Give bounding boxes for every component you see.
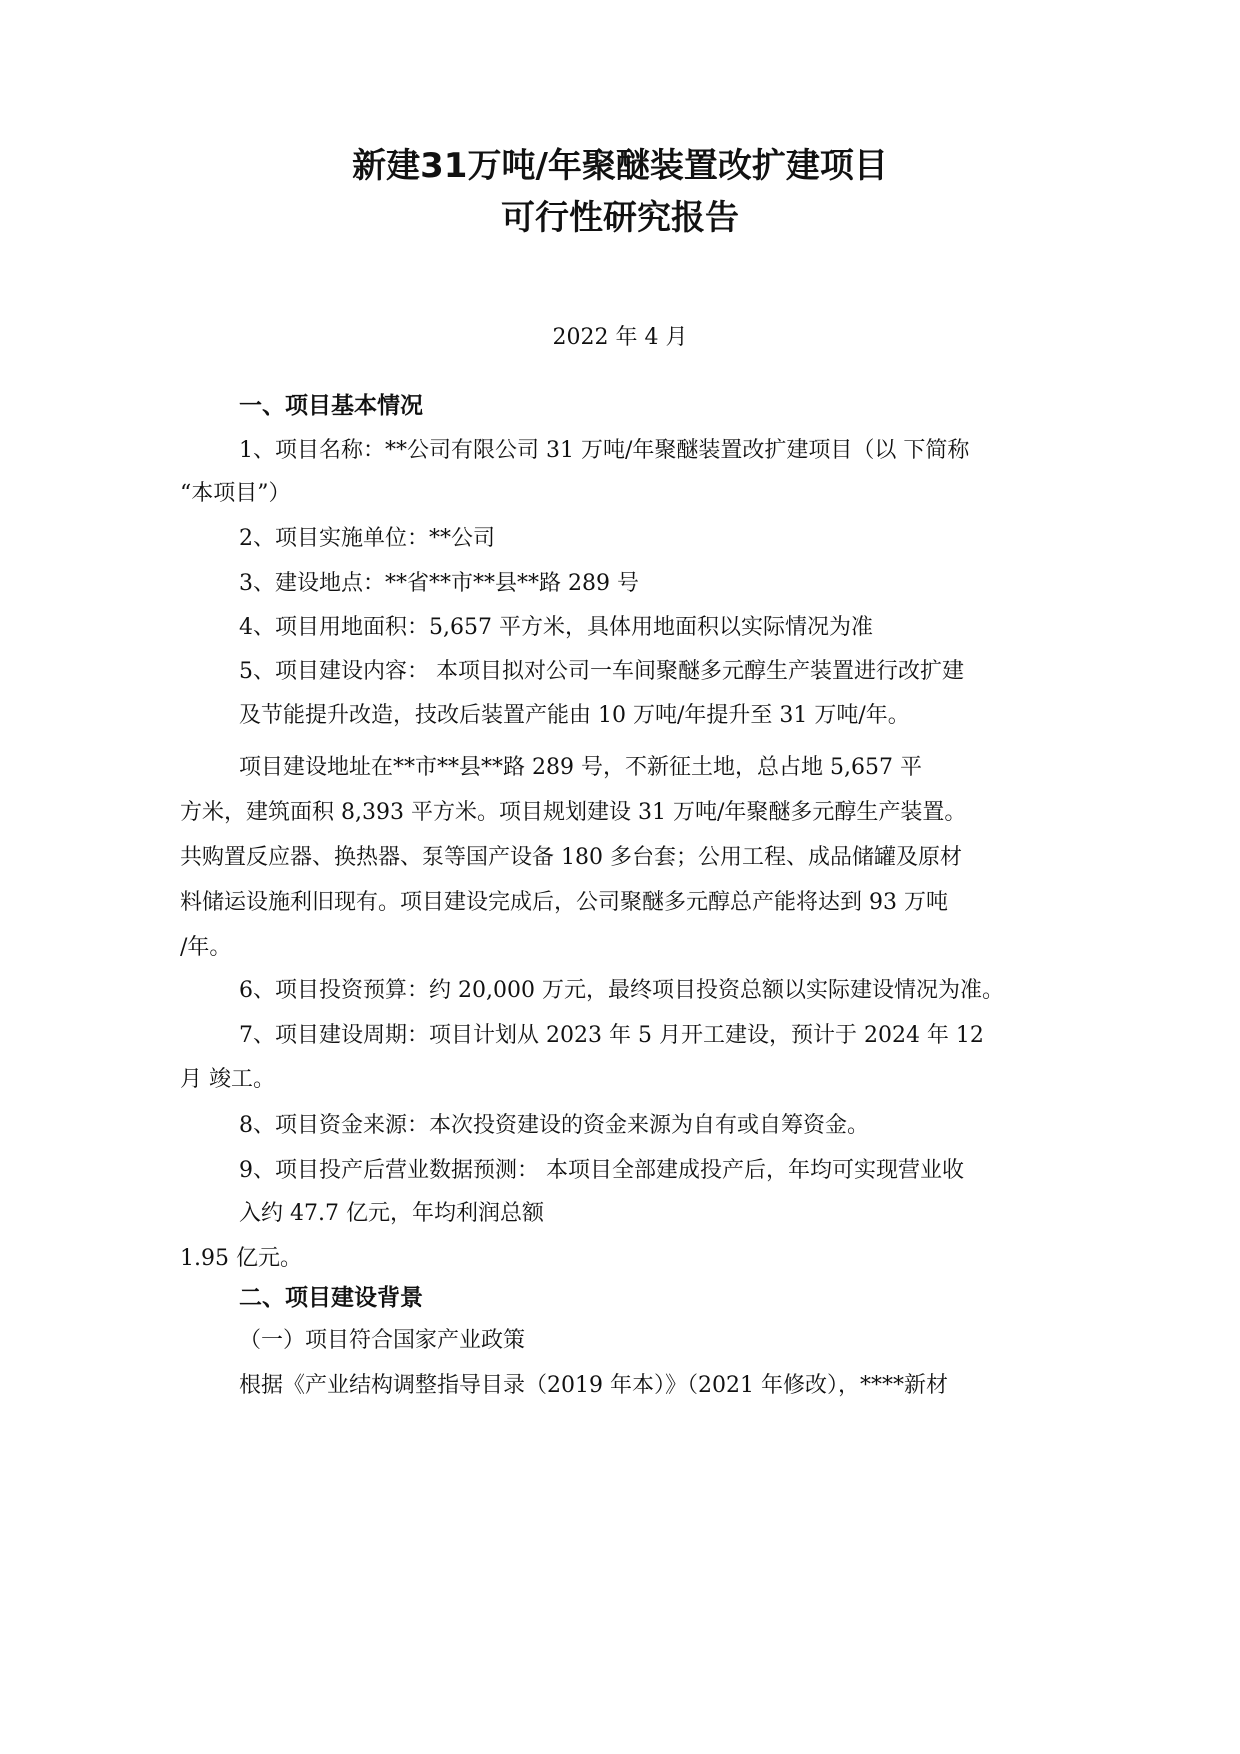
item9-forecast-line1: 9、项目投产后营业数据预测： 本项目全部建成投产后，年均可实现营业收 (239, 1158, 964, 1183)
item5-content-line2: 及节能提升改造，技改后装置产能由 10 万吨/年提升至 31 万吨/年。 (239, 703, 910, 728)
section2-paragraph-line1: 根据《产业结构调整指导目录（2019 年本）》（2021 年修改），****新材 (239, 1373, 948, 1398)
report-date: 2022 年 4 月 (552, 325, 688, 350)
item8-funding-source: 8、项目资金来源：本次投资建设的资金来源为自有或自筹资金。 (239, 1113, 869, 1138)
paragraph-line2: 方米，建筑面积 8,393 平方米。项目规划建设 31 万吨/年聚醚多元醇生产装置。 (180, 800, 967, 825)
document-title-line2: 可行性研究报告 (501, 198, 739, 238)
section2-subheading: （一）项目符合国家产业政策 (239, 1328, 526, 1353)
item4-land-area: 4、项目用地面积：5,657 平方米，具体用地面积以实际情况为准 (239, 615, 873, 640)
paragraph-line4: 料储运设施利旧现有。项目建设完成后，公司聚醚多元醇总产能将达到 93 万吨 (180, 890, 948, 915)
paragraph-line1: 项目建设地址在**市**县**路 289 号，不新征土地，总占地 5,657 平 (239, 755, 922, 780)
item1-project-name-line2: “本项目”） (180, 481, 291, 506)
item7-period-line1: 7、项目建设周期：项目计划从 2023 年 5 月开工建设，预计于 2024 年 12 (239, 1023, 984, 1048)
paragraph-line5: /年。 (180, 935, 232, 960)
item9-forecast-line3: 1.95 亿元。 (180, 1246, 302, 1271)
item3-location: 3、建设地点：**省**市**县**路 289 号 (239, 571, 639, 596)
paragraph-line3: 共购置反应器、换热器、泵等国产设备 180 多台套；公用工程、成品储罐及原材 (180, 845, 962, 870)
item5-content-line1: 5、项目建设内容： 本项目拟对公司一车间聚醚多元醇生产装置进行改扩建 (239, 659, 964, 684)
section2-heading: 二、项目建设背景 (239, 1285, 423, 1311)
document-title-line1: 新建31万吨/年聚醚装置改扩建项目 (352, 146, 888, 186)
item7-period-line2: 月 竣工。 (180, 1067, 275, 1092)
section1-heading: 一、项目基本情况 (239, 393, 423, 419)
item6-investment-budget: 6、项目投资预算：约 20,000 万元，最终项目投资总额以实际建设情况为准。 (239, 978, 1004, 1003)
item9-forecast-line2: 入约 47.7 亿元，年均利润总额 (239, 1201, 544, 1226)
item1-project-name-line1: 1、项目名称：**公司有限公司 31 万吨/年聚醚装置改扩建项目（以 下简称 (239, 438, 970, 463)
item2-implementing-unit: 2、项目实施单位：**公司 (239, 526, 495, 551)
